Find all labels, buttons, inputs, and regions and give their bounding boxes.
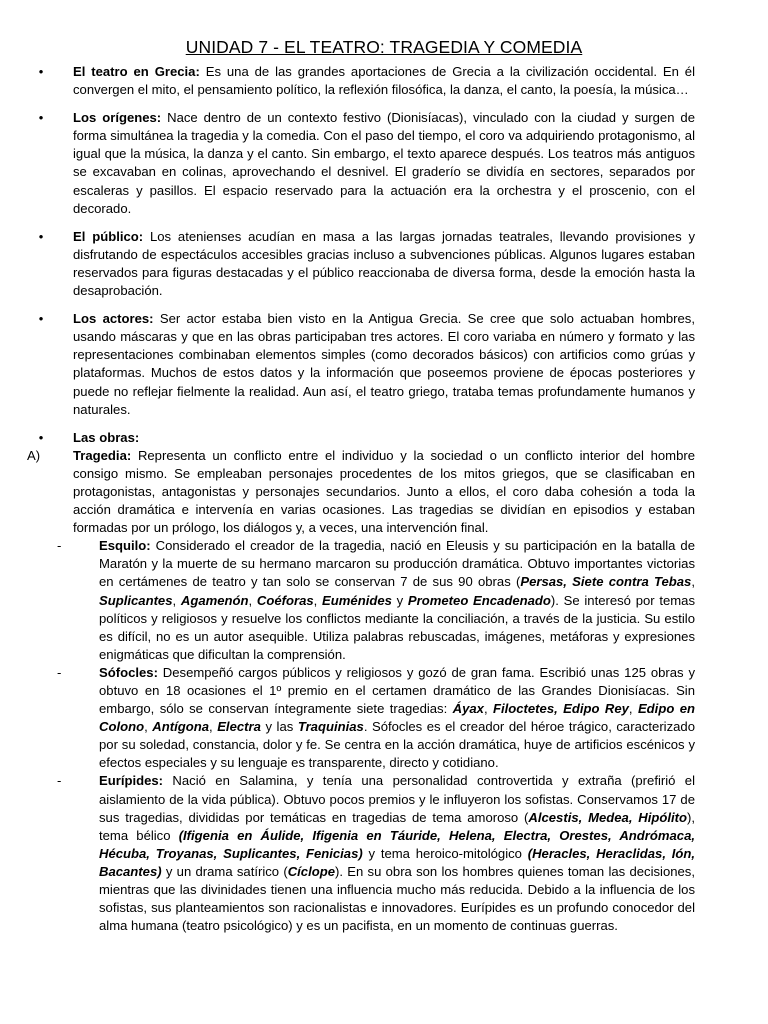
section-teatro-grecia	[38, 63, 695, 99]
author-euripides	[57, 772, 696, 935]
section-label: Los actores:	[73, 311, 154, 327]
work-title: Electra	[217, 719, 261, 735]
work-title: Euménides	[322, 592, 392, 608]
author-label: Sófocles:	[99, 664, 158, 680]
author-label: Esquilo:	[99, 538, 151, 554]
separator: ,	[628, 701, 638, 717]
section-text: Representa un conflicto entre el individuo y la sociedad o un conflicto interior del hombre consigo mismo. Se empleaban personajes procedentes de los mitos griegos, que se clasificaban en protagonistas, antagonistas y personajes secundarios. Junto a ellos, el coro daba cohesión a toda la acción dramática e intervenía en varias ocasiones. Las tragedias se dividían en episodios y estaban formadas por un prólogo, los diálogos y, a veces, una intervención final.	[73, 447, 695, 536]
section-label: Tragedia:	[73, 447, 132, 463]
separator: ,	[483, 701, 493, 717]
separator: ,	[209, 719, 218, 735]
section-text: Es una de las grandes aportaciones de Grecia a la civilización occidental. En él convergen el mito, el pensamiento político, la reflexión filosófica, la danza, el canto, la poesía, la música…	[73, 64, 695, 98]
bullet-icon: •	[38, 429, 44, 445]
work-title: Edipo en Colono	[99, 701, 695, 735]
work-title: Coéforas	[256, 592, 314, 608]
author-esquilo	[57, 537, 696, 664]
list-marker: A)	[27, 447, 41, 463]
section-label: El teatro en Grecia:	[73, 64, 200, 79]
author-text: Desempeñó cargos públicos y religiosos y gozó de gran fama. Escribió unas 125 obras y obtuvo en 18 ocasiones el 1º premio en el certamen dramático de las Grandes Dionisíacas. Sin embargo, sólo se conservan íntegramente siete tragedias:	[99, 664, 695, 717]
separator: y tema heroico-mitológico	[362, 845, 528, 861]
separator: y las	[260, 719, 298, 735]
separator: ,	[691, 574, 695, 590]
section-label: Las obras:	[73, 429, 140, 445]
work-title: Áyax	[452, 701, 484, 717]
author-text: Considerado el creador de la tragedia, nació en Eleusis y su participación en la batalla de Maratón y la muerte de su hermano marcaron su producción dramática. Obtuvo importantes victorias en certámenes de teatro y tan solo se conservan 7 de sus 90 obras (	[99, 538, 695, 590]
separator: y	[391, 592, 408, 608]
section-label: Los orígenes:	[73, 110, 162, 126]
section-obras	[38, 429, 695, 447]
dash-marker: -	[57, 538, 62, 554]
work-title: Cíclope	[287, 863, 335, 879]
page-title: UNIDAD 7 - EL TEATRO: TRAGEDIA Y COMEDIA	[185, 37, 583, 57]
section-text: Ser actor estaba bien visto en la Antigua Grecia. Se cree que solo actuaban hombres, usando máscaras y que en las obras participaban tres actores. El coro variaba en número y formato y las representaciones combinaban elementos simples (como decorados básicos) con artificios como grúas y plataformas. Muchos de estos datos y la información que poseemos proviene de épocas posteriores y puede no reflejar fielmente la realidad. Aun así, el teatro griego, trataba temas profundamente humanos y naturales.	[73, 311, 695, 417]
bullet-icon: •	[38, 64, 44, 79]
author-text: ). En su obra son los hombres quienes toman las decisiones, mientras que las divinidades tienen una influencia mucho más reducida. Debido a la influencia de los sofistas, sus planteamientos son racionalistas e innovadores. Eurípides es un profundo conocedor del alma humana (teatro psicológico) y es un pacifista, en un momento de continuas guerras.	[99, 863, 695, 934]
author-text: . Sófocles es el creador del héroe trágico, caracterizado por su soledad, constancia, dolor y fe. Se centra en la acción dramática, huye de artificios escénicos y efectos especiales y su lenguaje es transparente, directo y cotidiano.	[99, 719, 695, 771]
separator: ,	[172, 592, 181, 608]
bullet-icon: •	[38, 311, 44, 327]
work-title: Alcestis, Medea, Hipólito	[528, 809, 688, 825]
work-title: Persas, Siete contra Tebas	[520, 574, 692, 590]
work-title: Traquinias	[297, 719, 364, 735]
author-label: Eurípides:	[99, 773, 164, 789]
separator: ,	[144, 719, 153, 735]
work-title: Suplicantes	[99, 592, 173, 608]
work-title: Prometeo Encadenado	[407, 592, 551, 608]
work-title: (Ifigenia en Áulide, Ifigenia en Táuride, Helena, Electra, Orestes, Andrómaca, Hécuba, Troyanas, Suplicantes, Fenicias)	[99, 827, 695, 861]
work-title: Filoctetes, Edipo Rey	[492, 701, 629, 717]
dash-marker: -	[57, 664, 62, 680]
work-title: Agamenón	[180, 592, 249, 608]
section-origenes	[38, 109, 695, 218]
author-text: Nació en Salamina, y tenía una personalidad controvertida y extraña (prefirió el aislamiento de la vida pública). Obtuvo pocos premios y le influyeron los sofistas. Conservamos 17 de sus tragedias, divididas por temáticas en tragedias de tema amoroso (	[99, 773, 695, 825]
section-label: El público:	[73, 228, 144, 244]
separator: ,	[248, 592, 257, 608]
separator: ,	[313, 592, 323, 608]
work-title: (Heracles, Heraclidas, Ión, Bacantes)	[99, 845, 695, 879]
work-title: Antígona	[152, 719, 210, 735]
bullet-icon: •	[38, 110, 44, 126]
bullet-icon: •	[38, 228, 44, 244]
section-publico	[38, 228, 695, 300]
dash-marker: -	[57, 773, 62, 789]
author-text: ). Se interesó por temas políticos y religiosos y resuelve los conflictos mediante la conciliación, a través de la justicia. Su estilo es difícil, no es un autor asequible. Utiliza palabras rebuscadas, imágenes, metáforas y expresiones enigmáticas que dificultan la comprensión.	[99, 592, 696, 662]
section-actores	[38, 310, 695, 419]
section-text: Los atenienses acudían en masa a las largas jornadas teatrales, llevando provisiones y disfrutando de espectáculos accesibles gracias incluso a subvenciones públicas. Algunos lugares estaban reservados para figuras destacadas y el público reaccionaba de diversa forma, desde la emoción hasta la desaprobación.	[73, 228, 695, 299]
author-sofocles	[57, 664, 695, 773]
separator: ), tema bélico	[99, 809, 696, 843]
section-tragedia	[27, 447, 695, 537]
section-text: Nace dentro de un contexto festivo (Dionisíacas), vinculado con la ciudad y surgen de forma simultánea la tragedia y la comedia. Con el paso del tiempo, el coro va adquiriendo protagonismo, al igual que la música, la danza y el canto. Sin embargo, el texto aparece después. Los teatros más antiguos se excavaban en colinas, aprovechando el desnivel. El graderío se dividía en sectores, separados por escaleras y pasillos. El espacio reservado para la actuación era la orchestra y el proscenio, con el decorado.	[73, 110, 695, 216]
separator: y un drama satírico (	[161, 863, 288, 879]
